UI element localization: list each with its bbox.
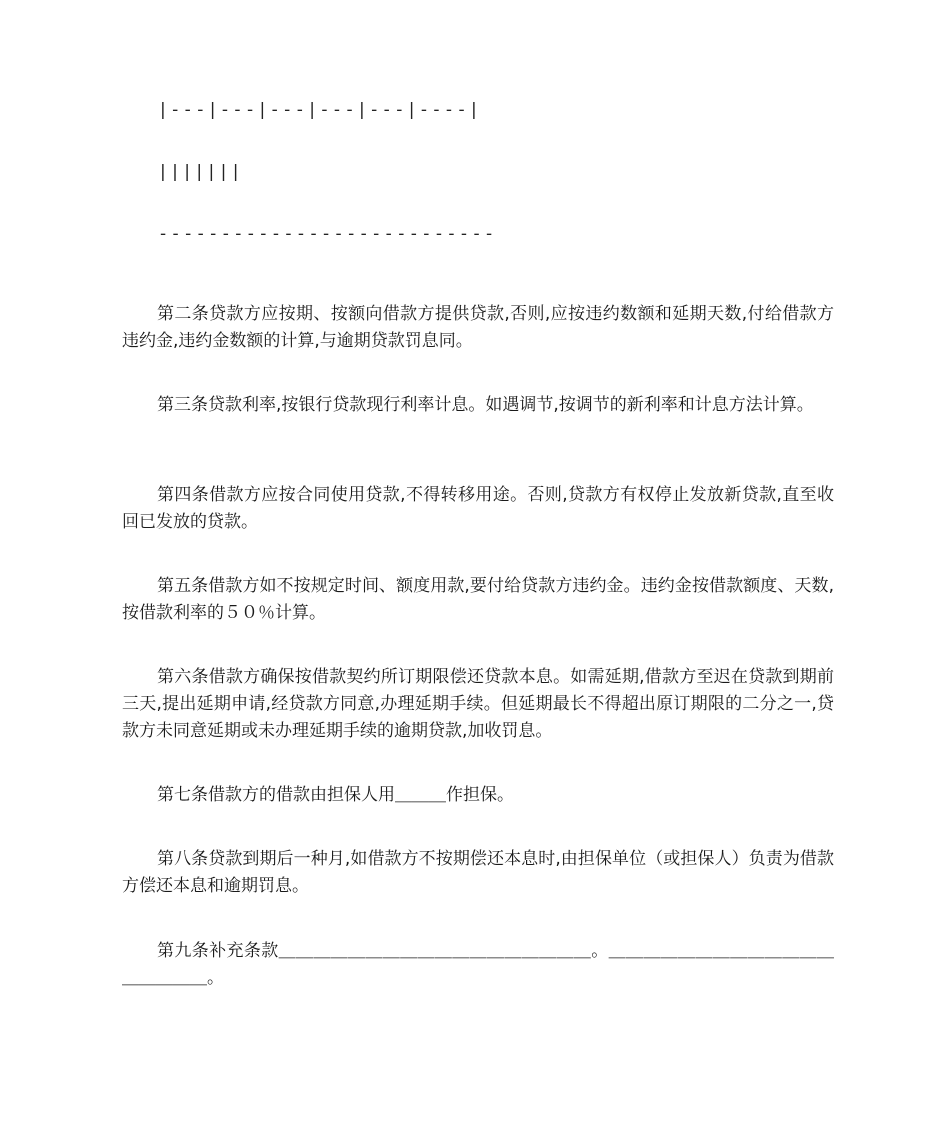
article-6-paragraph: 第六条借款方确保按借款契约所订期限偿还贷款本息。如需延期,借款方至迟在贷款到期前三天,提出延期申请,经贷款方同意,办理延期手续。但延期最长不得超出原订期限的二分之一,贷款方未同意延期或未办理延期手续的逾期贷款,加收罚息。	[122, 667, 834, 741]
table-row-columns: | | | | | | |	[160, 162, 240, 182]
article-2-paragraph: 第二条贷款方应按期、按额向借款方提供贷款,否则,应按违约数额和延期天数,付给借款方违约金,违约金数额的计算,与逾期贷款罚息同。	[122, 304, 834, 351]
table-bottom-border: - - - - - - - - - - - - - - - - - - - - - - - - - - -	[160, 224, 493, 244]
article-5-paragraph: 第五条借款方如不按规定时间、额度用款,要付给贷款方违约金。违约金按借款额度、天数,按借款利率的５０％计算。	[122, 576, 834, 623]
article-8-paragraph: 第八条贷款到期后一种月,如借款方不按期偿还本息时,由担保单位（或担保人）负责为借款方偿还本息和逾期罚息。	[122, 849, 834, 896]
article-9-paragraph: 第九条补充条款＿＿＿＿＿＿＿＿＿＿＿＿＿＿＿＿＿＿。＿＿＿＿＿＿＿＿＿＿＿＿＿＿＿＿＿＿。	[122, 941, 834, 988]
article-4-paragraph: 第四条借款方应按合同使用贷款,不得转移用途。否则,贷款方有权停止发放新贷款,直至收回已发放的贷款。	[122, 485, 834, 532]
article-7-paragraph: 第七条借款方的借款由担保人用＿＿＿作担保。	[157, 785, 514, 805]
table-row-divider: | - - - | - - - | - - - | - - - | - - - | - - - - |	[160, 100, 478, 120]
article-3-paragraph: 第三条贷款利率,按银行贷款现行利率计息。如遇调节,按调节的新利率和计息方法计算。	[157, 395, 814, 415]
